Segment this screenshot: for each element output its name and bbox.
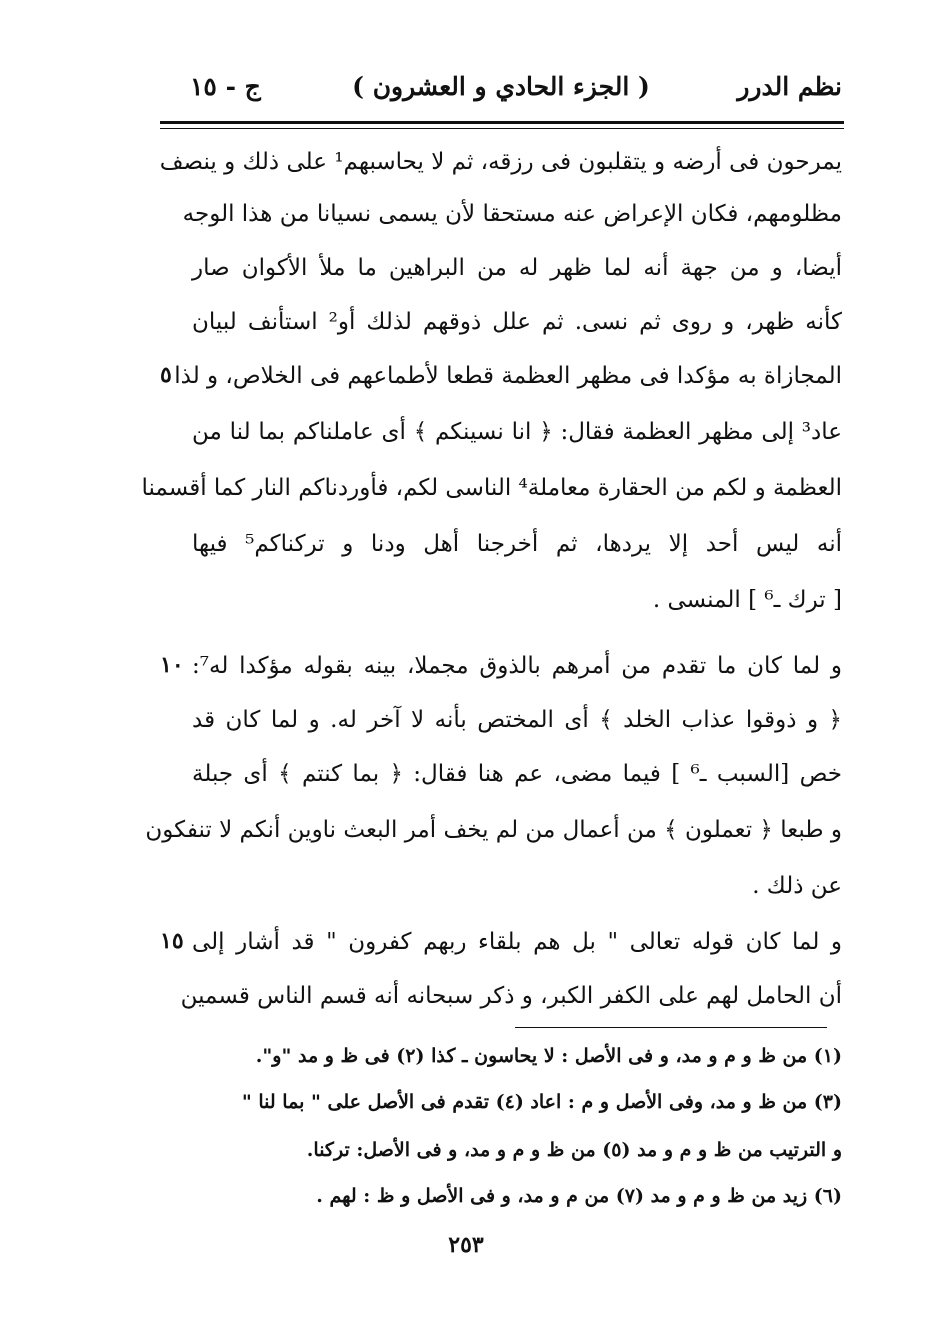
footnote-rule xyxy=(515,1027,827,1028)
page-number: ٢٥٣ xyxy=(448,1232,484,1258)
text-line: و لما كان قوله تعالى " بل هم بلقاء ربهم كفرون " قد أشار إلى xyxy=(192,929,842,955)
text-line: [ ترك ـ⁶ ] المنسى . xyxy=(652,587,842,613)
text-line: أيضا، و من جهة أنه لما ظهر له من البراهين ما ملأ الأكوان صار xyxy=(192,255,842,281)
book-title: نظم الدرر xyxy=(737,72,842,101)
line-number-marker: ١٥ xyxy=(160,928,184,954)
footnote: و الترتيب من ظ و م و مد (٥) من ظ و م و مد، و فى الأصل: تركنا. xyxy=(306,1139,842,1161)
text-line: يمرحون فى أرضه و يتقلبون فى رزقه، ثم لا يحاسبهم¹ على ذلك و ينصف xyxy=(159,149,842,175)
footnote: (١) من ظ و م و مد، و فى الأصل : لا يحاسون ـ كذا (٢) فى ظ و مد "و". xyxy=(255,1045,842,1067)
text-line: و لما كان ما تقدم من أمرهم بالذوق مجملا، بينه بقوله مؤكدا له⁷: xyxy=(192,653,842,679)
volume-number: ج - ١٥ xyxy=(190,72,261,101)
text-line: المجازاة به مؤكدا فى مظهر العظمة قطعا لأطماعهم فى الخلاص، و لذا xyxy=(174,363,842,389)
part-title: ( الجزء الحادي و العشرون ) xyxy=(352,72,650,101)
text-line: أن الحامل لهم على الكفر الكبر، و ذكر سبحانه أنه قسم الناس قسمين xyxy=(180,983,842,1009)
header-rule-thin xyxy=(160,128,844,129)
footnote: (٦) زيد من ظ و م و مد (٧) من م و مد، و فى الأصل و ظ : لهم . xyxy=(316,1185,842,1207)
header-rule-thick xyxy=(160,121,844,124)
text-line: كأنه ظهر، و روى ثم نسى. ثم علل ذوقهم لذلك أو² استأنف لبيان xyxy=(192,309,842,335)
running-head xyxy=(160,72,842,112)
text-line: عاد³ إلى مظهر العظمة فقال: ﴿ انا نسينكم ﴾ أى عاملناكم بما لنا من xyxy=(192,419,842,445)
text-line: عن ذلك . xyxy=(752,873,842,899)
text-line: و طبعا ﴿ تعملون ﴾ من أعمال من لم يخف أمر البعث ناوين أنكم لا تنفكون xyxy=(145,817,842,843)
text-line: خص [السبب ـ⁶ ] فيما مضى، عم هنا فقال: ﴿ بما كنتم ﴾ أى جبلة xyxy=(192,761,842,787)
footnote: (٣) من ظ و مد، وفى الأصل و م : اعاد (٤) تقدم فى الأصل على " بما لنا " xyxy=(241,1091,842,1113)
line-number-marker: ١٠ xyxy=(160,652,184,678)
text-line: أنه ليس أحد إلا يردها، ثم أخرجنا أهل ودنا و تركناكم⁵ فيها xyxy=(192,531,842,557)
text-line: مظلومهم، فكان الإعراض عنه مستحقا لأن يسمى نسيانا من هذا الوجه xyxy=(182,201,842,227)
text-line: العظمة و لكم من الحقارة معاملة⁴ الناسى لكم، فأوردناكم النار كما أقسمنا xyxy=(141,475,842,501)
text-line: ﴿ و ذوقوا عذاب الخلد ﴾ أى المختص بأنه لا آخر له. و لما كان قد xyxy=(192,707,842,733)
line-number-marker: ٥ xyxy=(160,362,172,388)
